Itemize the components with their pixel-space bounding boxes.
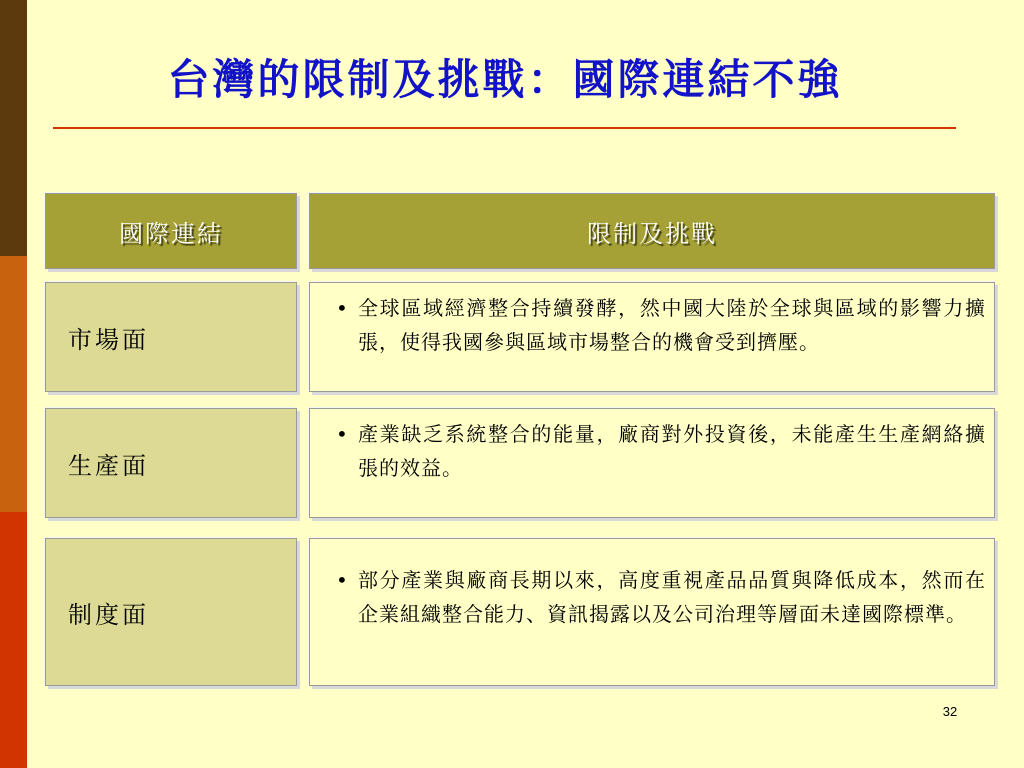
row-head-market: 市場面 bbox=[45, 282, 297, 392]
bullet-dot: • bbox=[336, 296, 349, 320]
bullet-text: 產業缺乏系統整合的能量，廠商對外投資後，未能產生生產網絡擴張的效益。 bbox=[358, 422, 986, 480]
bullet-item bbox=[336, 563, 986, 631]
header-international-links: 國際連結 bbox=[45, 193, 297, 269]
bullet-item bbox=[336, 417, 986, 485]
bullet-dot: • bbox=[336, 422, 349, 446]
row-desc-production bbox=[309, 408, 995, 518]
bullet-text: 全球區域經濟整合持續發酵，然中國大陸於全球與區域的影響力擴張，使得我國參與區域市場整合的機會受到擠壓。 bbox=[358, 296, 986, 354]
bullet-text: 部分產業與廠商長期以來，高度重視產品品質與降低成本，然而在企業組織整合能力、資訊揭露以及公司治理等層面未達國際標準。 bbox=[358, 568, 986, 626]
bullet-dot: • bbox=[336, 568, 349, 592]
slide-title: 台灣的限制及挑戰：國際連結不強 bbox=[167, 55, 843, 104]
row-head-institutional: 制度面 bbox=[45, 538, 297, 686]
title-underline bbox=[53, 127, 956, 129]
row-desc-institutional bbox=[309, 538, 995, 686]
row-desc-market bbox=[309, 282, 995, 392]
header-constraints-challenges: 限制及挑戰 bbox=[309, 193, 995, 269]
side-strip-top bbox=[0, 0, 27, 256]
side-strip-middle bbox=[0, 256, 27, 512]
bullet-item bbox=[336, 291, 986, 359]
row-head-production: 生產面 bbox=[45, 408, 297, 518]
page-number: 32 bbox=[942, 704, 958, 719]
side-strip-bottom bbox=[0, 512, 27, 768]
